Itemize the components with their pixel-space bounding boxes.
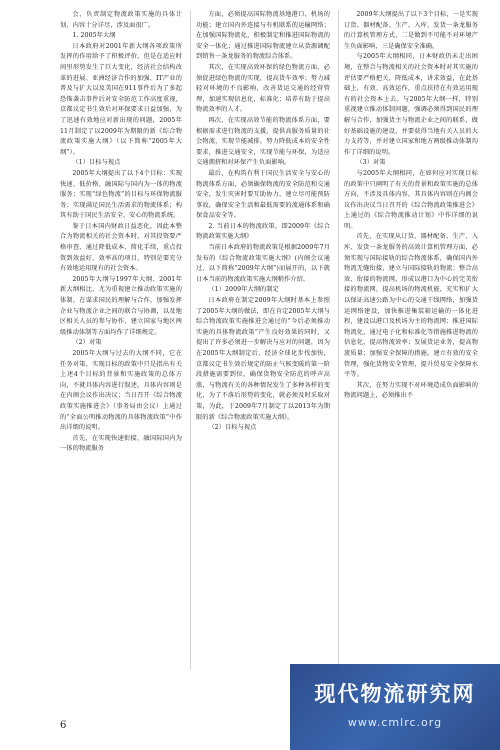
watermark-banner [290, 664, 500, 750]
paragraph: 当前日本政府的物流政策是根据2009年7月发布的《综合物流政策实施大纲》(内阁会议通过，以下简称“2009年大纲”)而展开的，以下就日本当前的物流政策实施大纲稍作介绍。 [196, 244, 330, 283]
column-divider [190, 10, 191, 670]
text-column-right [344, 10, 478, 670]
text-column-left [60, 10, 182, 670]
paragraph: 2005年大纲与1997年大纲、2001年新大纲相比，尤为重视建立推动政策实施的体制，在谋求国民的理解与合作，加强发挥企业与物流企业之间的联合与协调，以及地区相关人员的参与协作，建立国家与地区两级推动体制等方面均作了详细规定。 [60, 275, 182, 336]
paragraph: 2005年大纲提出了以下4个目标：实现快速、低价格、融国际与国内为一体的物流服务；实现“绿色物流”的目标与环保物流服务；实现满足国民生活需求的物流体系；构筑有助于国民生活安全、安心的物流系统。 [60, 169, 182, 220]
paragraph: 会、负责制定物流政策实施的具体计划，内容十分详尽，涉及面很广。 [60, 11, 182, 29]
paragraph: 日本政府在制定2009年大纲时基本上参照了2005年大纲的做法，即在肯定2005年大纲与综合物流政策实施推进会通过的“今后必须推动实施的具体物流政策”产生良好效果的同时，又提出了许多必须进一步解决与应对的问题，因为在2005年大纲制定后，经济全球化步伐加快，京都议定书生效后规定的防止气候变暖的第一阶段措施需要到位，确保货物安全防范的呼声高涨，与物流有关的各种情况发生了多种各样的变化，为了不落后形势的变化，就必须及时采取对策，为此，于2009年7月制定了以2013年为期限的新《综合物流政策实施大纲》。 [196, 297, 330, 421]
paragraph: 再次，在实现高效节能的物流体系方面，要根据需求进行物流的支援，提供高服务质量的社会物流，实现节能减排，努力降低成本的安全性要求，推进交通安全，实现节能与环保，为适应交通拥挤和对环保产生负面影响。 [196, 116, 330, 167]
column-divider [338, 10, 339, 670]
paragraph: 其次，在努力实现不对环境造成负面影响的物流问题上，必须推出不 [344, 381, 478, 400]
paragraph: 最后，在构筑有利于国民生活安全与安心的物流体系方面，必须确保物流的安全防范和交通安全，发生灾害时要互助协力，建立尽可能预防事故，确保安全生活和最低需要的流通体系和确保食品安全等。 [196, 169, 330, 220]
paragraph: 1. 2005年大纲 [72, 32, 116, 40]
paragraph: 2005年大纲与过去的大纲不同，它在任务对策，实现目标的政策中只是指出有关上述4个目标的背景和实施政策的总体方向，不就具体内容进行叙述，具体内容则是在内阁会议作出决议；当日召开《综合物流政策实施推进会》（事务局由会议）上通过的“全面公明推动物流的具体物流政策”中作出详细的说明。 [60, 350, 182, 432]
paragraph: （2）目标与视点 [208, 424, 257, 432]
paragraph: （1）目标与视点 [72, 159, 121, 167]
page-number: 6 [60, 720, 67, 731]
paragraph: 与2005年大纲相同，在如何应对实现目标的政策中只阐明了有关的背景和政策实施的总体方向，不涉及具体内容，其具体内容则在内阁会议作出决议当日召开的《综合物流政策推进会》上通过的《综合物流推动计划》中作详细的说明。 [344, 169, 478, 230]
paragraph: 日本政府对2001年新大纲各项政策所发挥的作用给予了积极评价，但是在适应时间里形势发生了巨大变化，经济社会结构改革的进展、亚洲经济合作的加强、IT产业的普及与扩大以及美国在911事件后为了多起恐怖袭击事件后对安全防范工作高度重视，京都议定书生效后对环保要求日益加强，为了迅速有效地应对新出现的问题，2005年11月制定了以2009年为期限的新《综合物流政策实施大纲》（以下简称“2005年大纲”）。 [60, 42, 182, 156]
paragraph: 其次，在实现高效环保的绿色物流方面，必须促进绿色物流的实现，提高货车效率；努力减轻对环境的不良影响，改善货运交通的经营管理，加速实现信息化，标准化；培养有助于提高物流效率的人才。 [196, 63, 330, 114]
text-column-middle [196, 10, 330, 670]
paragraph: 2. 当前日本的物流政策，即2009年《综合物流政策实施大纲》 [196, 222, 330, 241]
watermark-title: 现代物流研究网 [314, 682, 476, 706]
paragraph: （1）2009年大纲的制定 [208, 286, 279, 294]
paragraph: 与2005年大纲相同，日本财政仍未走出困境，在整合与物流相关的社会资本时对其实施的评估要严格把关，降低成本，讲求效益，在此基础上，有效、高效运作，重点扶持在有效运用现有的社会资本上去。与2005年大纲一样，特别重视建立推动体制问题，强调必须得到国民的理解与合作，加强货主与物流企业之间的联系，做好基础设施的建设，并要获得当地有关人员的大力支持等，并对建立国家和地方两级推动体制均作了详细的说明。 [344, 53, 478, 156]
paragraph: 首先，在实现快速衔接，融国际国内为一体的物流服务 [60, 434, 182, 453]
watermark-url: www.cmlrc.org [347, 716, 443, 729]
paragraph: （3）对策 [356, 159, 386, 167]
paragraph: （2）对策 [72, 339, 102, 347]
paragraph: 2009年大纲提出了以下3个目标，一是实现订货、器材配备、生产、入库、发货一条龙服务的计算机管理方式，二是做到不可能不对环境产生负面影响，三是确保安全准确。 [344, 11, 478, 50]
paragraph: 方面，必须提高国际物流基地港口、机场的功能；建立国内外连接与有机联系的运输网络；在加强国际物流化，积极制定和推进国际物流的安全一体化；通过推进国际物流建立从货源调配到销售一条龙服务的物流综合体系。 [196, 11, 330, 61]
paragraph: 鉴于日本国内财政日益恶化，因此本整合为物流相关的社会资本时，对其投资要严格审查，通过降低成本、简化手续，重点投资到效益好，效率高的项目，特别是要充分有效地运用现有的社会资本。 [60, 222, 182, 273]
paragraph: 首先，在实现从订货、器材配备、生产、入库、发货一条龙服务的高效计算机管理方面，必须实现与国际接轨的综合物流体系，确保国内外物流无缝衔接，建立与国际接轨的物流；整合高效、衔接的物流网，形成以港口为中心的完美衔接的物流网，提高机场的物流机能，充实和扩大以保证高速公路为中心的交通干线网络，加强货运网络建设，加快推进集装箱运输的一体化进程，建设以港口及机场为主的物流网；推进国际物流化，通过电子化和标准化等措施推进物流的信息化，提高物流效率；发展货运业务，提高物流质量；加强安全保障的措施，建立有效的安全管理，强化货物安全管理，提升贸易安全保障水平等。 [344, 233, 478, 379]
